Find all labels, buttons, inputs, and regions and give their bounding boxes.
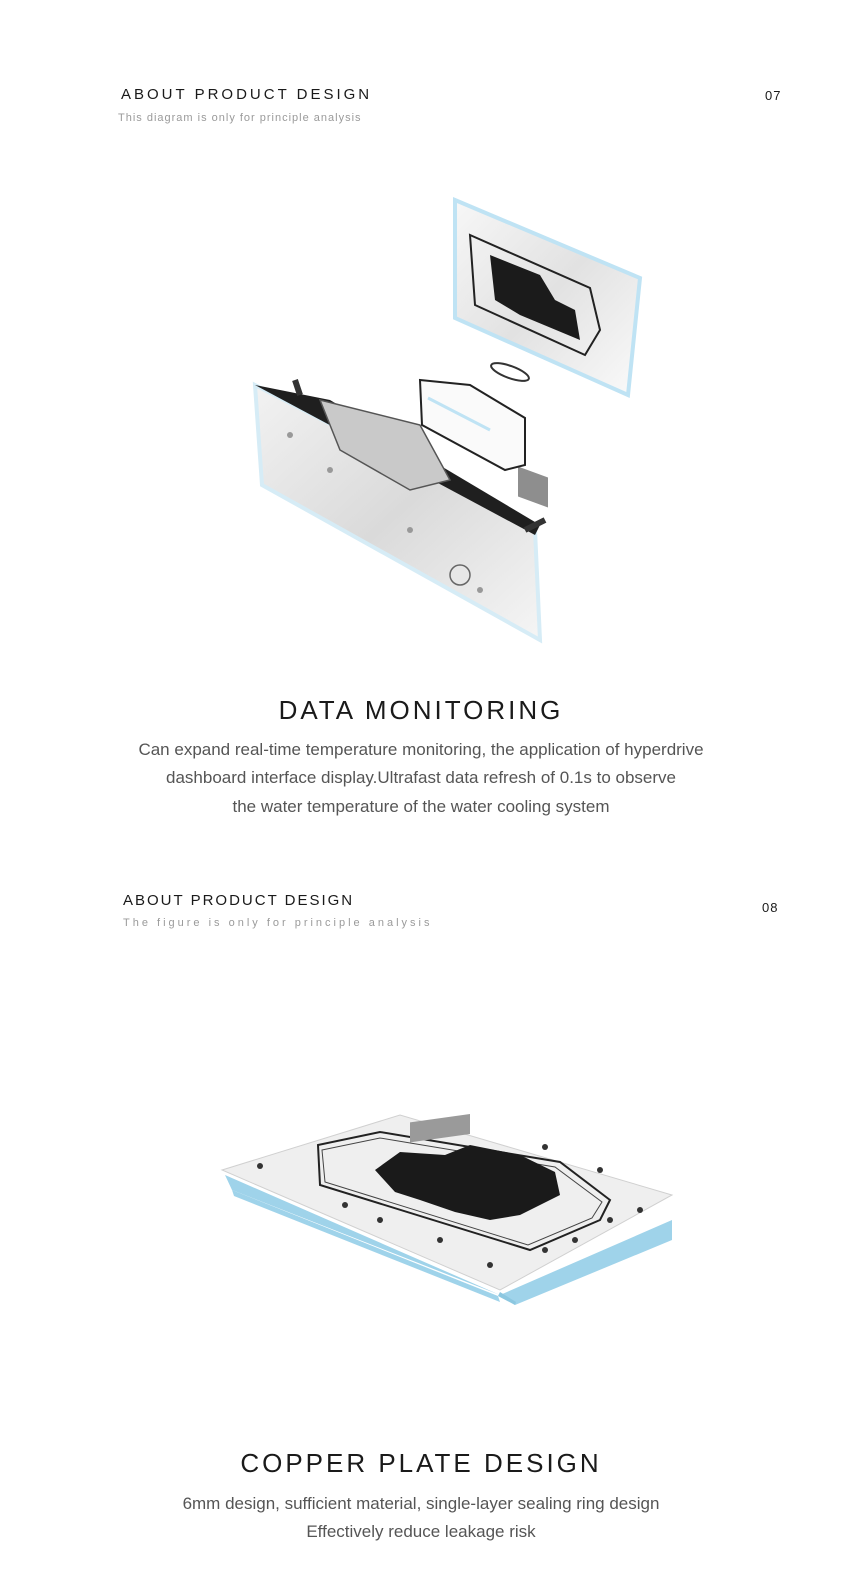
section-title-08: ABOUT PRODUCT DESIGN [123, 892, 355, 909]
feature-title-copper-plate-design: COPPER PLATE DESIGN [240, 1448, 602, 1478]
section-subtitle-07: This diagram is only for principle analysis [118, 112, 362, 124]
section-number-07: 07 [765, 88, 782, 103]
section-subtitle-08: The figure is only for principle analysis [123, 917, 433, 929]
section-title-07: ABOUT PRODUCT DESIGN [121, 86, 373, 103]
feature-title-data-monitoring: DATA MONITORING [278, 695, 564, 725]
feature-description-line: dashboard interface display.Ultrafast data refresh of 0.1s to observe [166, 768, 676, 787]
exploded-waterblock-image [0, 180, 842, 680]
section-number-08: 08 [762, 900, 779, 915]
copper-plate-image [0, 1100, 842, 1360]
feature-description-line: the water temperature of the water cooling system [232, 797, 610, 816]
feature-description-line: Can expand real-time temperature monitoring, the application of hyperdrive [138, 740, 704, 759]
feature-description-line: Effectively reduce leakage risk [306, 1522, 536, 1541]
feature-description-line: 6mm design, sufficient material, single-layer sealing ring design [182, 1494, 660, 1513]
